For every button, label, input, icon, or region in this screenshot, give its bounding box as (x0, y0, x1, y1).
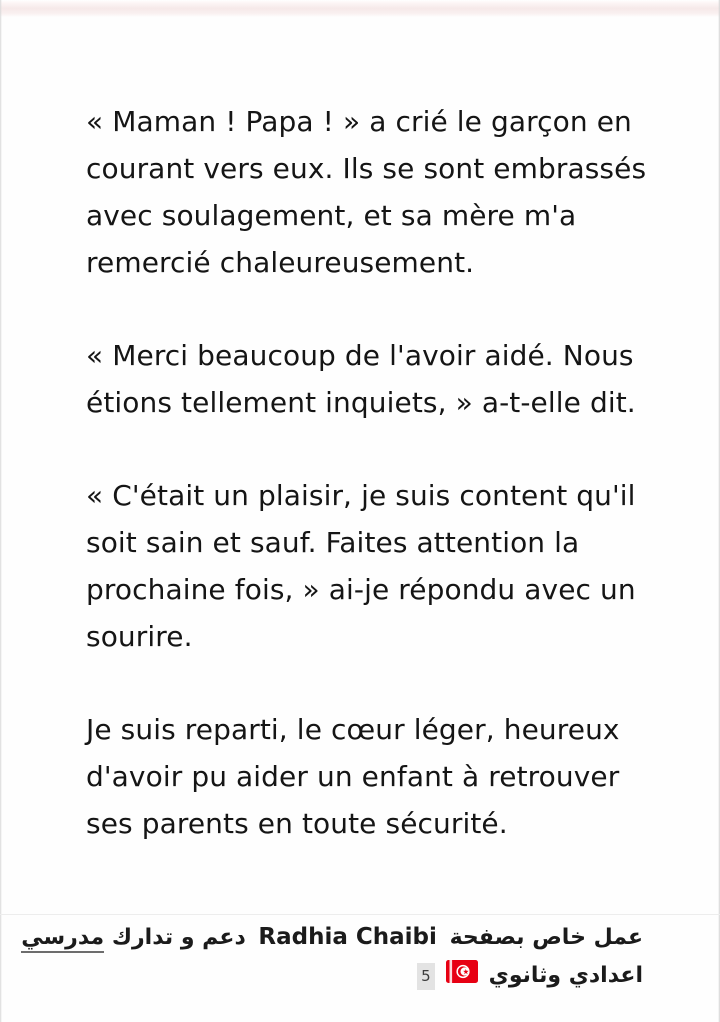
story-line: sourire. (86, 620, 193, 653)
story-text (86, 98, 690, 893)
story-line: remercié chaleureusement. (86, 246, 475, 279)
story-line: « C'était un plaisir, je suis content qu'il (86, 479, 636, 512)
story-line: prochaine fois, » ai-je répondu avec un (86, 573, 636, 606)
story-line: avec soulagement, et sa mère m'a (86, 199, 577, 232)
tunisia-flag-icon (446, 960, 478, 992)
footer-separator (0, 914, 720, 915)
story-line: Je suis reparti, le cœur léger, heureux (86, 713, 620, 746)
credit-name: Radhia Chaibi (258, 924, 437, 950)
photo-left-edge (0, 0, 2, 1022)
levels-label: اعدادي وثانوي (488, 963, 643, 988)
credit-underlined-word: مدرسي (21, 925, 104, 953)
story-line: courant vers eux. Ils se sont embrassés (86, 152, 647, 185)
page-number-badge: 5 (417, 963, 435, 990)
story-paragraph (86, 332, 690, 426)
photo-top-tint (0, 0, 720, 17)
story-paragraph (86, 98, 690, 286)
story-line: étions tellement inquiets, » a-t-elle dit. (86, 386, 636, 419)
story-line: ses parents en toute sécurité. (86, 807, 508, 840)
footer-credit (21, 921, 643, 992)
footer-levels-line (21, 960, 643, 992)
story-line: soit sain et sauf. Faites attention la (86, 526, 580, 559)
credit-prefix: عمل خاص بصفحة (449, 925, 643, 950)
story-paragraph (86, 472, 690, 660)
credit-middle: دعم و تدارك (111, 925, 246, 950)
story-line: « Merci beaucoup de l'avoir aidé. Nous (86, 339, 634, 372)
story-line: d'avoir pu aider un enfant à retrouver (86, 760, 620, 793)
story-paragraph (86, 706, 690, 847)
footer-credit-line (21, 921, 643, 954)
story-line: « Maman ! Papa ! » a crié le garçon en (86, 105, 632, 138)
